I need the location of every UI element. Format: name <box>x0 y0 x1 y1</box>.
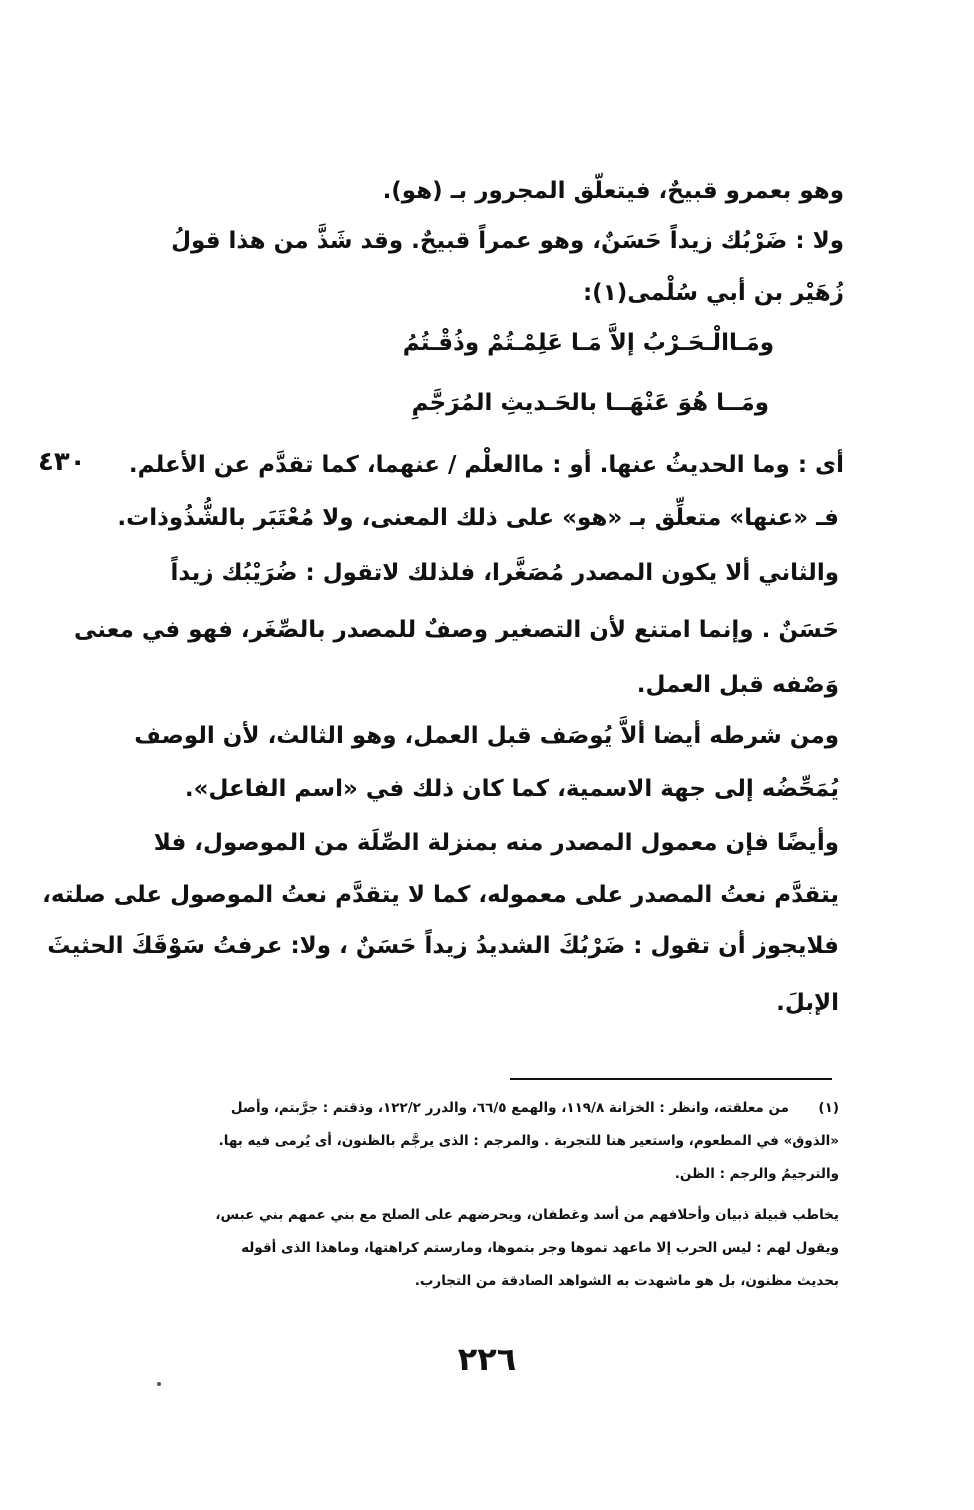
text-line-7: فـ «عنها» متعلِّق بـ «هو» على ذلك المعنى، ولا مُعْتَبَر بالشُّذُوذات. <box>117 505 839 531</box>
footnote-line-4: يخاطب قبيلة ذبيان وأحلافهم من أسد وغطفان، ويحرضهم على الصلح مع بني عمهم بني عبس، <box>215 1207 839 1223</box>
footnote-separator <box>510 1078 832 1080</box>
footnote-marker: (١) <box>818 1100 839 1116</box>
text-line-3: زُهَيْر بن أبي سُلْمى(١): <box>582 280 844 306</box>
margin-number: ٤٣٠ <box>38 447 86 477</box>
text-line-2: ولا : ضَرْبُك زيداً حَسَنٌ، وهو عمراً قبيحٌ. وقد شَذَّ من هذا قولُ <box>171 228 844 254</box>
text-line-12: يُمَحِّضُه إلى جهة الاسمية، كما كان ذلك في «اسم الفاعل». <box>184 776 839 802</box>
footnote-line-3: والترجيمُ والرجم : الظن. <box>674 1166 839 1182</box>
footnote-line-5: ويقول لهم : ليس الحرب إلا ماعهد تموها وجر بتموها، ومارستم كراهتها، وماهذا الذى أقوله <box>241 1240 839 1256</box>
text-line-1: وهو بعمرو قبيحٌ، فيتعلّق المجرور بـ (هو). <box>382 178 844 204</box>
footnote-line-2: «الذوق» في المطعوم، واستعير هنا للتجربة . والمرجم : الذى يرجَّم بالظنون، أى يُرمى فيه بها. <box>218 1133 839 1149</box>
text-line-16: الإبلَ. <box>776 990 839 1016</box>
text-line-11: ومن شرطه أيضا ألاَّ يُوصَف قبل العمل، وهو الثالث، لأن الوصف <box>134 723 839 749</box>
footnote-line-6: بحديث مظنون، بل هو ماشهدت به الشواهد الصادقة من التجارب. <box>414 1273 839 1289</box>
verse-second-hemistich: ومَــا هُوَ عَنْهَــا بالحَـديثِ المُرَجَّمِ <box>411 390 769 416</box>
page-number: ٢٢٦ <box>457 1340 517 1378</box>
verse-first-hemistich: ومَـاالْـحَـرْبُ إلاَّ مَـا عَلِمْـتُمْ وذُقْـتُمُ <box>402 330 774 356</box>
text-line-9: حَسَنٌ . وإنما امتنع لأن التصغير وصفٌ للمصدر بالصِّغَر، فهو في معنى <box>73 617 839 643</box>
text-line-6: أى : وما الحديثُ عنها. أو : ماالعلْم / عنهما، كما تقدَّم عن الأعلم. <box>128 452 844 478</box>
text-line-14: يتقدَّم نعتُ المصدر على معموله، كما لا يتقدَّم نعتُ الموصول على صلته، <box>42 882 839 908</box>
scan-speck <box>157 1382 161 1386</box>
text-line-8: والثاني ألا يكون المصدر مُصَغَّرا، فلذلك لاتقول : ضُرَيْبُك زيداً <box>170 560 839 586</box>
footnote-line-1: من معلقته، وانظر : الخزانة ١١٩/٨، والهمع ٦٦/٥، والدرر ١٢٢/٢، وذقتم : جرَّبتم، وأصل <box>230 1100 789 1116</box>
text-line-15: فلايجوز أن تقول : ضَرْبُكَ الشديدُ زيداً حَسَنٌ ، ولا: عرفتُ سَوْقَكَ الحثيثَ <box>47 933 839 959</box>
text-line-10: وَصْفه قبل العمل. <box>636 672 839 698</box>
text-line-13: وأيضًا فإن معمول المصدر منه بمنزلة الصِّلَة من الموصول، فلا <box>153 830 839 856</box>
